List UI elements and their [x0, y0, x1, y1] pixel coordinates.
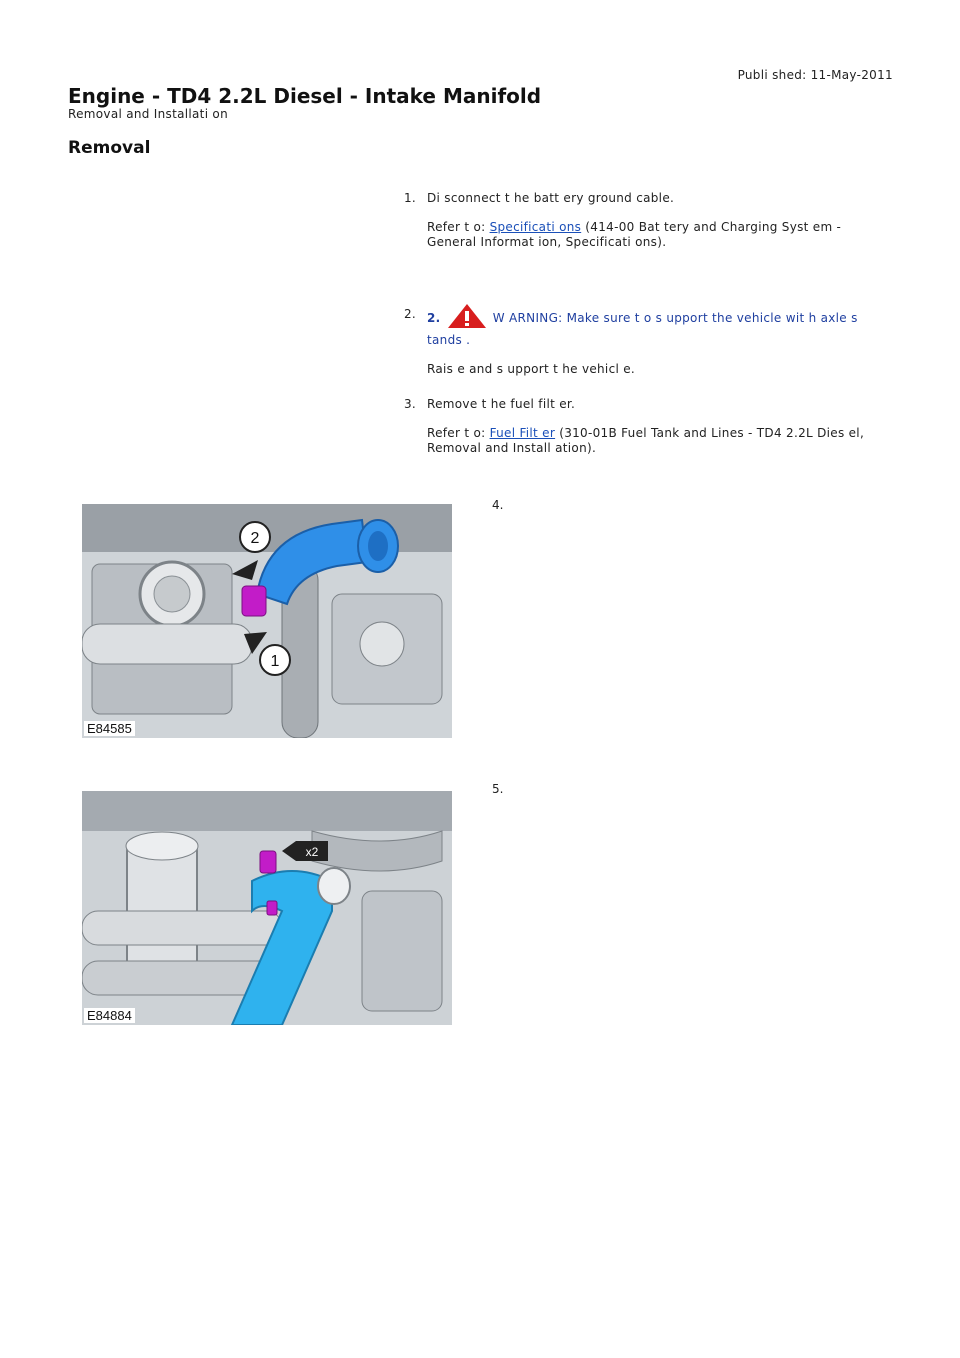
- callout-2: [240, 522, 270, 552]
- callout-label: x2: [305, 845, 319, 859]
- refer-suffix: (310-01B Fuel Tank and Lines - TD4 2.2L Dies el, Removal and Install ation).: [427, 426, 865, 455]
- section-heading: Removal: [68, 138, 151, 158]
- step-number: 2.: [404, 307, 417, 321]
- warning-text: [427, 303, 877, 348]
- step-text: Di sconnect t he batt ery ground cable.: [427, 191, 675, 205]
- step-reference: [427, 426, 877, 456]
- refer-prefix: Refer t o:: [427, 220, 490, 234]
- refer-suffix: (414-00 Bat tery and Charging Syst em - General Informat ion, Specificati ons).: [427, 220, 842, 249]
- step-number: 1.: [404, 191, 417, 205]
- step-number: 3.: [404, 397, 417, 411]
- warning-label: 2.: [427, 311, 441, 325]
- refer-prefix: Refer t o:: [427, 426, 490, 440]
- page-subtitle: Removal and Installati on: [68, 107, 228, 121]
- figure-caption: E84884: [84, 1008, 135, 1023]
- engine-illustration-e84585: [82, 504, 452, 738]
- page-title: Engine - TD4 2.2L Diesel - Intake Manifold: [68, 84, 542, 108]
- engine-illustration-e84884: [82, 791, 452, 1025]
- step-4-number: 4.: [492, 498, 504, 512]
- figure-caption: E84585: [84, 721, 135, 736]
- callout-label: 1: [270, 653, 280, 670]
- warning-message: W ARNING: Make sure t o s upport the vehicle wit h axle s tands .: [427, 311, 858, 347]
- callout-1: [260, 645, 290, 675]
- engine-drawing: [82, 504, 452, 738]
- warning-icon: [447, 303, 487, 333]
- published-date: Publi shed: 11-May-2011: [737, 68, 893, 82]
- step-5-number: 5.: [492, 782, 504, 796]
- engine-drawing: [82, 791, 452, 1025]
- step-text: Rais e and s upport t he vehicl e.: [427, 362, 636, 376]
- specifications-link[interactable]: Specificati ons: [489, 220, 582, 234]
- callout-label: 2: [250, 530, 260, 547]
- step-text: Remove t he fuel filt er.: [427, 397, 576, 411]
- fuel-filter-link[interactable]: Fuel Filt er: [489, 426, 556, 440]
- step-reference: [427, 220, 877, 250]
